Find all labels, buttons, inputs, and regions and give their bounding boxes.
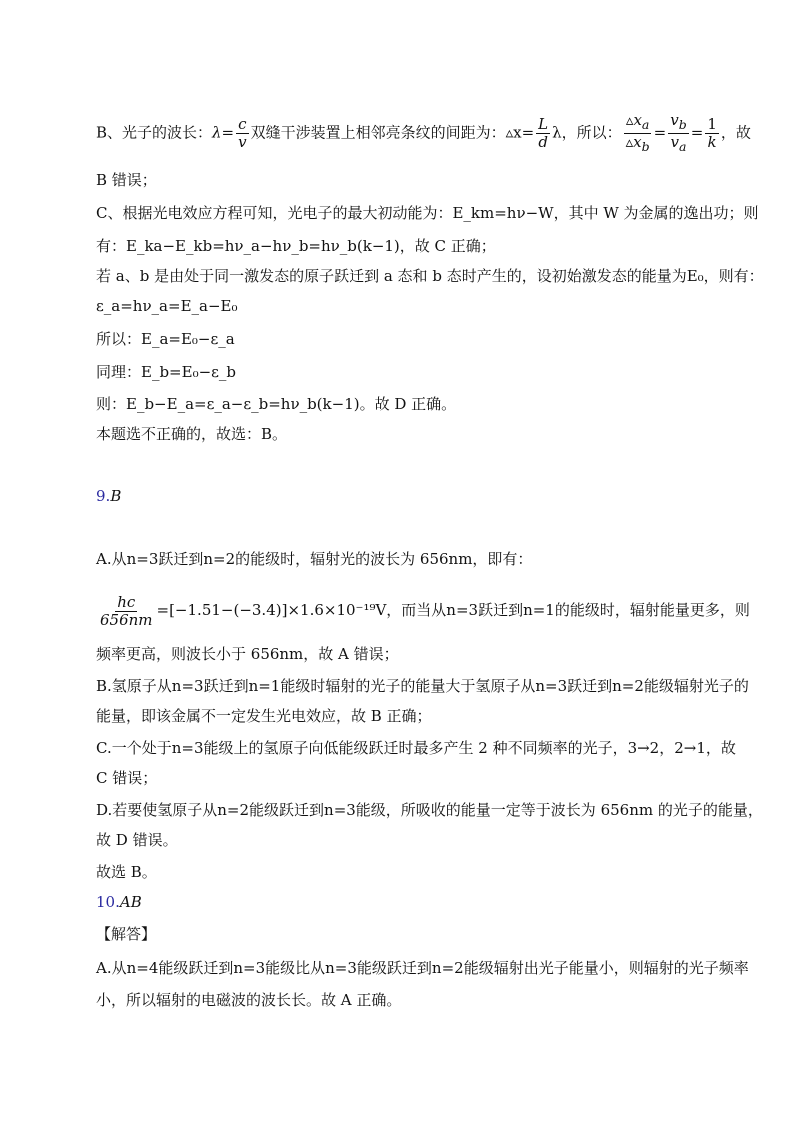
- text-line: 同理：E_b=E₀−ε_b: [96, 363, 237, 381]
- text-segment: ，故: [720, 123, 751, 142]
- text-line: B.氢原子从n=3跃迁到n=1能级时辐射的光子的能量大于氢原子从n=3跃迁到n=2能级辐射光子的: [96, 677, 749, 695]
- text-line: 本题选不正确的，故选：B。: [96, 425, 288, 443]
- fraction-hc-over-656nm: $\frac{hc}{656nm}$: [100, 592, 153, 629]
- fraction-v-ratio: $\frac{v_b}{v_a}$: [670, 111, 687, 154]
- text-segment: B、光子的波长：: [96, 123, 213, 142]
- text-line: 故 D 错误。: [96, 831, 178, 849]
- text-line: 故选 B。: [96, 863, 157, 881]
- text-line: 有：E_ka−E_kb=hν_a−hν_b=hν_b(k−1)，故 C 正确；: [96, 237, 496, 255]
- fraction-c-over-v: $\frac{c}{v}$: [238, 115, 247, 151]
- equals: =: [653, 123, 667, 142]
- fraction-1-over-k: $\frac{1}{k}$: [707, 115, 717, 151]
- lambda-eq: λ=: [212, 123, 235, 142]
- text-line: C、根据光电效应方程可知，光电子的最大初动能为：E_km=hν−W，其中 W 为金属的逸出功；则: [96, 204, 759, 222]
- text-line: 能量，即该金属不一定发生光电效应，故 B 正确；: [96, 707, 432, 725]
- option-b-wavelength-line: [96, 112, 751, 155]
- text-segment: =[−1.51−(−3.4)]×1.6×10⁻¹⁹V，而当从n=3跃迁到n=1的能级时，辐射能量更多，则: [156, 601, 750, 619]
- question-answer: AB: [119, 893, 142, 911]
- text-line: C.一个处于n=3能级上的氢原子向低能级跃迁时最多产生 2 种不同频率的光子，3→2，2→1，故: [96, 739, 736, 757]
- text-line: 所以：E_a=E₀−ε_a: [96, 330, 235, 348]
- solution-heading: 【解答】: [96, 925, 157, 943]
- text-line: 频率更高，则波长小于 656nm，故 A 错误；: [96, 645, 399, 663]
- equals: =: [690, 123, 704, 142]
- question-9-header: [96, 486, 121, 506]
- question-number: 10.: [96, 893, 120, 911]
- text-segment: 双缝干涉装置上相邻亮条纹的间距为：▵x=: [250, 123, 535, 142]
- energy-equation-line: [96, 592, 750, 629]
- text-line: B 错误；: [96, 171, 157, 189]
- text-line: A.从n=4能级跃迁到n=3能级比从n=3能级跃迁到n=2能级辐射出光子能量小，则辐射的光子频率: [96, 959, 749, 977]
- text-line: C 错误；: [96, 769, 158, 787]
- text-line: 若 a、b 是由处于同一激发态的原子跃迁到 a 态和 b 态时产生的，设初始激发态的能量为E₀，则有：: [96, 267, 764, 285]
- fraction-dx-ratio: $\frac{▵x_a}{▵x_b}$: [625, 111, 650, 154]
- question-answer: B: [110, 487, 122, 505]
- question-number: 9.: [96, 487, 111, 505]
- text-line: 则：E_b−E_a=ε_a−ε_b=hν_b(k−1)。故 D 正确。: [96, 395, 457, 413]
- text-segment: λ，所以：: [552, 123, 622, 142]
- question-10-header: [96, 892, 142, 912]
- text-line: A.从n=3跃迁到n=2的能级时，辐射光的波长为 656nm，即有：: [96, 550, 533, 568]
- fraction-l-over-d: $\frac{L}{d}$: [538, 115, 549, 151]
- text-line: D.若要使氢原子从n=2能级跃迁到n=3能级，所吸收的能量一定等于波长为 656nm 的光子的能量，: [96, 801, 763, 819]
- text-line: 小，所以辐射的电磁波的波长长。故 A 正确。: [96, 991, 402, 1009]
- text-line: ε_a=hν_a=E_a−E₀: [96, 297, 238, 315]
